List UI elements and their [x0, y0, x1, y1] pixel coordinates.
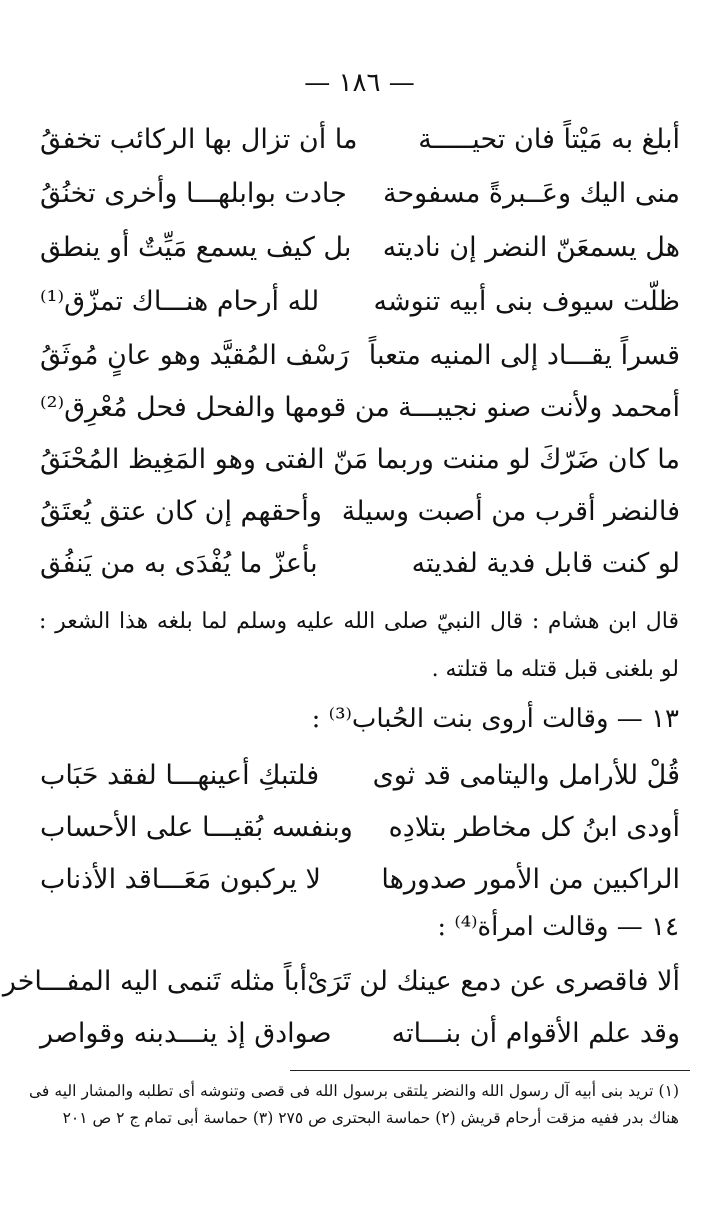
- first-hemistich: قسراً يقـــاد إلى المنيه متعباً: [368, 339, 680, 371]
- first-hemistich: فالنضر أقرب من أصبت وسيلة: [341, 495, 680, 527]
- verse-line: [40, 432, 680, 486]
- verse-line: [40, 484, 680, 538]
- prose-paragraph: قال ابن هشام : قال النبيّ صلى الله عليه وسلم لما بلغه هذا الشعر : لو بلغنى قبل قتله ما قتلته .: [39, 609, 679, 682]
- footnote-separator: [290, 1070, 690, 1071]
- second-hemistich: مَنّ الفتى وهو المَغِيظ المُحْنَقُ: [40, 443, 369, 475]
- first-hemistich: ألا فاقصرى عن دمع عينك لن تَرَىْ: [307, 965, 680, 997]
- first-hemistich: أمحمد ولأنت صنو نجيبـــة: [398, 391, 680, 423]
- verse-line: [40, 380, 680, 434]
- verse-line: [40, 800, 680, 854]
- second-hemistich: بأعزّ ما يُفْدَى به من يَنفُق: [40, 547, 318, 579]
- verse-line: [40, 274, 680, 328]
- first-hemistich: وقد علم الأقوام أن بنـــاته: [391, 1017, 680, 1049]
- second-hemistich: فلتبكِ أعينهـــا لفقد حَبَاب: [40, 759, 320, 791]
- second-hemistich: رَسْف المُقيَّد وهو عانٍ مُوثَقُ: [40, 339, 350, 371]
- first-hemistich: هل يسمعَنّ النضر إن ناديته: [382, 231, 680, 263]
- section-heading-14: ١٤ — وقالت امرأة⁽⁴⁾ :: [437, 912, 679, 942]
- verse-line: [40, 748, 680, 802]
- verse-line: [40, 1006, 680, 1060]
- second-hemistich: صوادق إذ ينـــدبنه وقواصر: [40, 1017, 332, 1049]
- first-hemistich: منى اليك وعَــبرةً مسفوحة: [383, 177, 680, 209]
- first-hemistich: قُلْ للأرامل واليتامى قد ثوى: [372, 759, 680, 791]
- second-hemistich: بل كيف يسمع مَيِّتٌ أو ينطق: [40, 231, 352, 263]
- second-hemistich: لله أرحام هنـــاك تمزّق⁽¹⁾: [40, 285, 320, 317]
- verse-line: [40, 112, 680, 166]
- first-hemistich: أبلغ به مَيْتاً فان تحيـــــة: [418, 123, 680, 155]
- second-hemistich: ما أن تزال بها الركائب تخفقُ: [40, 123, 358, 155]
- first-hemistich: ما كان ضَرّكَ لو مننت وربما: [376, 443, 680, 475]
- second-hemistich: جادت بوابلهـــا وأخرى تخنُقُ: [40, 177, 347, 209]
- verse-line: [40, 536, 680, 590]
- second-hemistich: لا يركبون مَعَـــاقد الأذناب: [40, 863, 321, 895]
- first-hemistich: لو كنت قابل فدية لفديته: [411, 547, 680, 579]
- verse-line: [2, 954, 680, 1008]
- verse-line: [40, 166, 680, 220]
- page-number: — ١٨٦ —: [304, 68, 415, 98]
- section-heading-13: ١٣ — وقالت أروى بنت الحُباب⁽³⁾ :: [311, 704, 679, 734]
- second-hemistich: من قومها والفحل فحل مُعْرِق⁽²⁾: [40, 391, 390, 423]
- verse-line: [40, 852, 680, 906]
- first-hemistich: أودى ابنُ كل مخاطر بتلادِه: [388, 811, 680, 843]
- first-hemistich: ظلّت سيوف بنى أبيه تنوشه: [373, 285, 680, 317]
- second-hemistich: أباً مثله تَنمى اليه المفـــاخر: [2, 965, 308, 997]
- second-hemistich: وأحقهم إن كان عتق يُعتَقُ: [40, 495, 322, 527]
- footnotes: (١) تريد بنى أبيه آل رسول الله والنضر يلتقى برسول الله فى قصى وتنوشه أى تطلبه والمشار اليه فى هناك بدر ففيه مزقت أرحام قريش (٢) حماسة البحترى ص ٢٧٥ (٣) حماسة أبى تمام ج ٢ ص ٢٠١: [29, 1082, 679, 1127]
- verse-line: [40, 328, 680, 382]
- first-hemistich: الراكبين من الأمور صدورها: [381, 863, 680, 895]
- second-hemistich: وبنفسه بُقيـــا على الأحساب: [40, 811, 353, 843]
- verse-line: [40, 220, 680, 274]
